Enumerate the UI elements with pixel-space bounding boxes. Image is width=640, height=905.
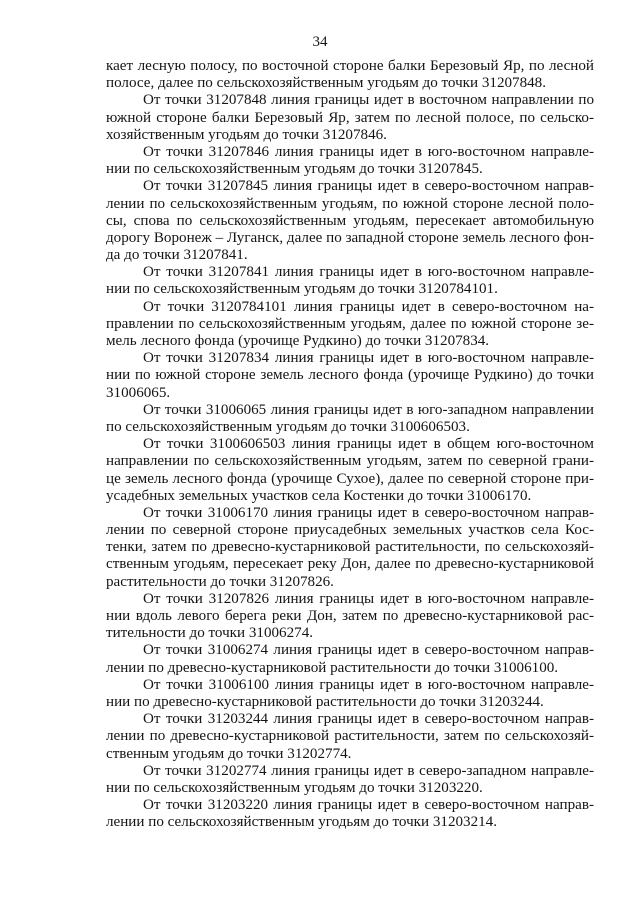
text-line: це земель лесного фонда (урочище Сухое), далее по северной стороне при- xyxy=(106,470,594,487)
text-line: нии вдоль левого берега реки Дон, затем по древесно-кустарниковой рас- xyxy=(106,608,594,624)
paragraph xyxy=(106,591,594,643)
paragraph xyxy=(106,642,594,676)
paragraph xyxy=(106,797,594,831)
document-body xyxy=(106,58,594,831)
text-line: нии по древесно-кустарниковой растительности до точки 31203244. xyxy=(106,693,544,710)
text-line: От точки 31207845 линия границы идет в северо-восточном направ- xyxy=(143,178,594,195)
text-line: хозяйственным угодьям до точки 31207846. xyxy=(106,126,387,143)
text-line: От точки 31006065 линия границы идет в юго-западном направлении xyxy=(143,401,594,418)
paragraph xyxy=(106,505,594,591)
text-line: нии по сельскохозяйственным угодьям до точки 31203220. xyxy=(106,779,483,796)
text-line: нии по южной стороне земель лесного фонда (урочище Рудкино) до точки xyxy=(106,367,594,384)
text-line: усадебных земельных участков села Костенки до точки 31006170. xyxy=(106,487,532,504)
paragraph xyxy=(106,92,594,144)
text-line: От точки 31207834 линия границы идет в юго-восточном направле- xyxy=(143,350,594,367)
text-line: ственным угодьям, пересекает реку Дон, далее по древесно-кустарниковой xyxy=(106,556,594,573)
text-line: нии по сельскохозяйственным угодьям до точки 31207845. xyxy=(106,161,483,178)
paragraph xyxy=(106,350,594,402)
text-line: кает лесную полосу, по восточной стороне балки Березовый Яр, по лесной xyxy=(106,58,594,74)
text-line: От точки 31207826 линия границы идет в юго-восточном направле- xyxy=(143,590,594,607)
text-line: От точки 31006100 линия границы идет в юго-восточном направле- xyxy=(143,676,594,693)
text-line: От точки 3120784101 линия границы идет в северо-восточном на- xyxy=(143,298,594,315)
text-line: тенки, затем по древесно-кустарниковой растительности, по сельскохозяй- xyxy=(106,539,594,556)
text-line: нии по сельскохозяйственным угодьям до точки 3120784101. xyxy=(106,281,498,298)
text-line: полосе, далее по сельскохозяйственным угодьям до точки 31207848. xyxy=(106,75,546,92)
paragraph xyxy=(106,402,594,436)
text-line: От точки 3100606503 линия границы идет в общем юго-восточном xyxy=(143,436,594,453)
text-line: лении по северной стороне приусадебных земельных участков села Кос- xyxy=(106,522,594,539)
paragraph xyxy=(106,178,594,264)
text-line: От точки 31207841 линия границы идет в юго-восточном направле- xyxy=(143,264,594,281)
text-line: От точки 31006170 линия границы идет в северо-восточном направ- xyxy=(143,504,594,521)
text-line: южной стороне балки Березовый Яр, затем по лесной полосе, по сельско- xyxy=(106,109,594,126)
text-line: лении по древесно-кустарниковой растительности, затем по сельскохозяй- xyxy=(106,728,594,745)
text-line: От точки 31203244 линия границы идет в северо-восточном направ- xyxy=(143,711,594,728)
page-number: 34 xyxy=(312,34,328,50)
paragraph xyxy=(106,711,594,763)
paragraph xyxy=(106,144,594,178)
text-line: по сельскохозяйственным угодьям до точки 3100606503. xyxy=(106,418,470,435)
text-line: От точки 31006274 линия границы идет в северо-восточном направ- xyxy=(143,642,594,659)
text-line: ственным угодьям до точки 31202774. xyxy=(106,745,352,762)
paragraph xyxy=(106,436,594,505)
text-line: да до точки 31207841. xyxy=(106,247,248,264)
text-line: дорогу Воронеж – Луганск, далее по западной стороне земель лесного фон- xyxy=(106,229,594,246)
text-line: От точки 31202774 линия границы идет в северо-западном направле- xyxy=(143,762,594,779)
text-line: лении по древесно-кустарниковой растительности до точки 31006100. xyxy=(106,659,559,676)
text-line: лении по сельскохозяйственным угодьям, по южной стороне лесной поло- xyxy=(106,195,594,212)
text-line: тительности до точки 31006274. xyxy=(106,625,314,642)
paragraph xyxy=(106,299,594,351)
text-line: направлении по сельскохозяйственным угодьям, затем по северной грани- xyxy=(106,453,594,470)
text-line: растительности до точки 31207826. xyxy=(106,573,334,590)
text-line: лении по сельскохозяйственным угодьям до точки 31203214. xyxy=(106,814,498,831)
text-line: правлении по сельскохозяйственным угодьям, далее по южной стороне зе- xyxy=(106,315,594,332)
text-line: сы, спова по сельскохозяйственным угодьям, пересекает автомобильную xyxy=(106,212,594,229)
paragraph xyxy=(106,677,594,711)
text-line: 31006065. xyxy=(106,384,171,401)
text-line: От точки 31207848 линия границы идет в восточном направлении по xyxy=(143,92,594,109)
text-line: От точки 31203220 линия границы идет в северо-восточном направ- xyxy=(143,797,594,814)
paragraph xyxy=(106,264,594,298)
paragraph xyxy=(106,763,594,797)
text-line: мель лесного фонда (урочище Рудкино) до точки 31207834. xyxy=(106,333,490,349)
paragraph xyxy=(106,58,594,92)
text-line: От точки 31207846 линия границы идет в юго-восточном направле- xyxy=(143,143,594,160)
